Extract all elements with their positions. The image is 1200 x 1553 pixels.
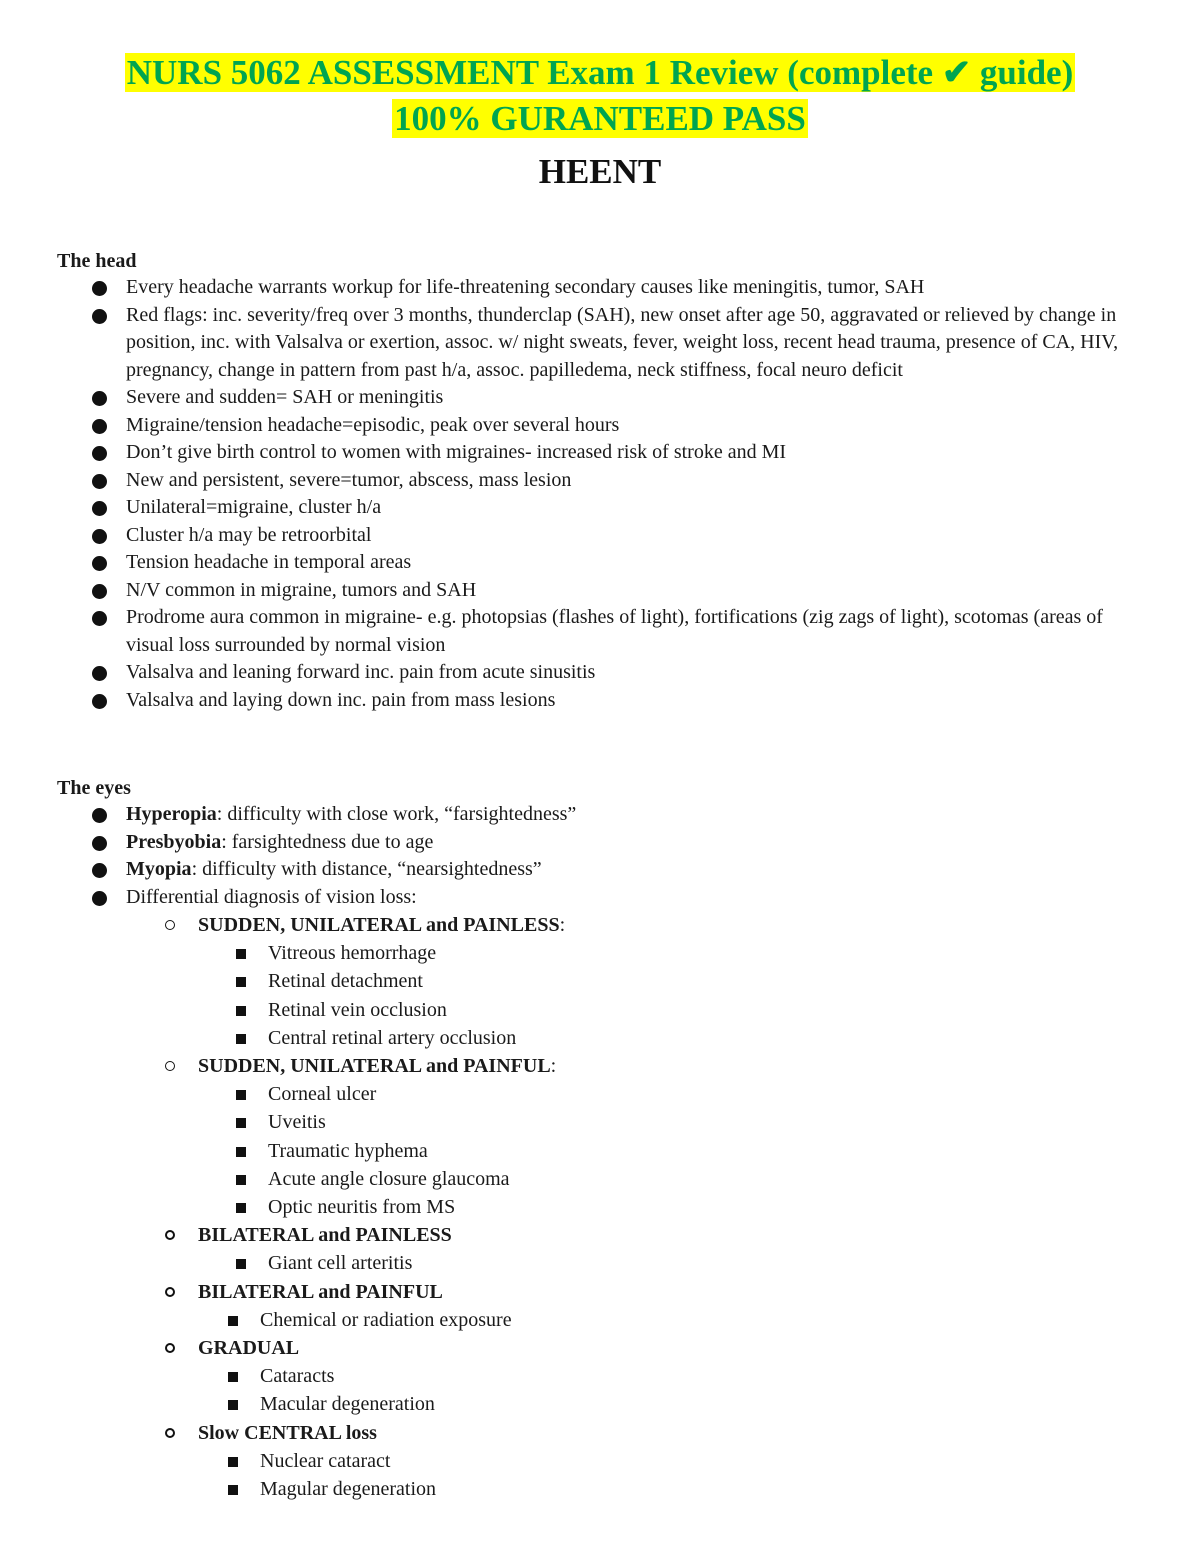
list-item: Nuclear cataract bbox=[226, 1447, 1130, 1475]
sublist bbox=[198, 1447, 1130, 1503]
head-bullet-list bbox=[90, 274, 1130, 714]
list-item: Macular degeneration bbox=[226, 1390, 1130, 1418]
list-item: Cataracts bbox=[226, 1362, 1130, 1390]
list-item: Uveitis bbox=[234, 1108, 1130, 1136]
circle-bullet-icon bbox=[165, 1343, 175, 1353]
list-item: Prodrome aura common in migraine- e.g. photopsias (flashes of light), fortifications (zig zags of light), scotomas (areas of visual loss surrounded by normal vision bbox=[90, 604, 1130, 659]
section-title-heent: HEENT bbox=[538, 152, 662, 191]
list-item: Vitreous hemorrhage bbox=[234, 939, 1130, 967]
bullet-icon bbox=[92, 446, 107, 461]
list-item: Unilateral=migraine, cluster h/a bbox=[90, 494, 1130, 522]
list-item: Don’t give birth control to women with migraines- increased risk of stroke and MI bbox=[90, 439, 1130, 467]
bullet-icon bbox=[92, 281, 107, 296]
bullet-icon bbox=[92, 808, 107, 823]
circle-bullet-icon bbox=[165, 1061, 175, 1071]
sublist bbox=[198, 1362, 1130, 1418]
list-item: Differential diagnosis of vision loss: SUDDEN, UNILATERAL and PAINLESS: Vitreous hemorrhage Retinal detachment Retinal vein occlusion Central retinal artery occlusion SUDDEN, UNILATERAL and PAINFUL: Corneal ulcer Uveitis Traumatic hyphema Acute angle closure glaucoma Optic neuritis from MS BILATERAL and PAINLESS Giant cell arteritis BILATERAL and PAINFUL Chemical or radiation exposure GRADUAL Cataracts Macular degeneration Slow CENTRAL loss Nuclear cataract Magular degeneration bbox=[90, 884, 1130, 1504]
circle-bullet-icon bbox=[165, 1230, 175, 1240]
bullet-icon bbox=[92, 836, 107, 851]
list-item: Slow CENTRAL loss Nuclear cataract Magular degeneration bbox=[162, 1419, 1130, 1504]
list-item: Acute angle closure glaucoma bbox=[234, 1165, 1130, 1193]
list-item: BILATERAL and PAINLESS Giant cell arteritis bbox=[162, 1221, 1130, 1277]
list-item: Red flags: inc. severity/freq over 3 months, thunderclap (SAH), new onset after age 50, aggravated or relieved by change in position, inc. with Valsalva or exertion, assoc. w/ night sweats, fever, weight loss, recent head trauma, presence of CA, HIV, pregnancy, change in pattern from past h/a, assoc. papilledema, neck stiffness, focal neuro deficit bbox=[90, 302, 1130, 385]
vision-loss-groups bbox=[126, 911, 1130, 1503]
list-item: Magular degeneration bbox=[226, 1475, 1130, 1503]
list-item: Severe and sudden= SAH or meningitis bbox=[90, 384, 1130, 412]
circle-bullet-icon bbox=[165, 1428, 175, 1438]
list-item: Retinal detachment bbox=[234, 967, 1130, 995]
bullet-icon bbox=[92, 863, 107, 878]
square-bullet-icon bbox=[236, 1034, 246, 1044]
square-bullet-icon bbox=[236, 1006, 246, 1016]
bullet-icon bbox=[92, 584, 107, 599]
list-item: GRADUAL Cataracts Macular degeneration bbox=[162, 1334, 1130, 1419]
heading-the-head: The head bbox=[57, 250, 137, 272]
square-bullet-icon bbox=[236, 1147, 246, 1157]
list-item: N/V common in migraine, tumors and SAH bbox=[90, 577, 1130, 605]
list-item: Valsalva and leaning forward inc. pain from acute sinusitis bbox=[90, 659, 1130, 687]
heading-the-eyes: The eyes bbox=[57, 777, 131, 799]
list-item: Cluster h/a may be retroorbital bbox=[90, 522, 1130, 550]
bullet-icon bbox=[92, 309, 107, 324]
list-item: Giant cell arteritis bbox=[234, 1249, 1130, 1277]
sublist bbox=[198, 939, 1130, 1052]
bullet-icon bbox=[92, 391, 107, 406]
list-item: BILATERAL and PAINFUL Chemical or radiation exposure bbox=[162, 1278, 1130, 1334]
list-item: SUDDEN, UNILATERAL and PAINLESS: Vitreous hemorrhage Retinal detachment Retinal vein occlusion Central retinal artery occlusion bbox=[162, 911, 1130, 1052]
bullet-icon bbox=[92, 611, 107, 626]
square-bullet-icon bbox=[228, 1485, 238, 1495]
square-bullet-icon bbox=[228, 1316, 238, 1326]
square-bullet-icon bbox=[236, 1259, 246, 1269]
list-item: Myopia: difficulty with distance, “nearsightedness” bbox=[90, 856, 1130, 884]
list-item: Every headache warrants workup for life-threatening secondary causes like meningitis, tumor, SAH bbox=[90, 274, 1130, 302]
list-item: Central retinal artery occlusion bbox=[234, 1024, 1130, 1052]
square-bullet-icon bbox=[236, 1090, 246, 1100]
square-bullet-icon bbox=[236, 949, 246, 959]
bullet-icon bbox=[92, 891, 107, 906]
list-item: Traumatic hyphema bbox=[234, 1137, 1130, 1165]
sublist bbox=[198, 1306, 1130, 1334]
list-item: Migraine/tension headache=episodic, peak over several hours bbox=[90, 412, 1130, 440]
bullet-icon bbox=[92, 501, 107, 516]
square-bullet-icon bbox=[236, 977, 246, 987]
circle-bullet-icon bbox=[165, 1287, 175, 1297]
square-bullet-icon bbox=[228, 1457, 238, 1467]
eyes-bullet-list bbox=[90, 801, 1130, 1503]
title-line-2: 100% GURANTEED PASS bbox=[394, 99, 806, 138]
bullet-icon bbox=[92, 694, 107, 709]
list-item: Corneal ulcer bbox=[234, 1080, 1130, 1108]
list-item: New and persistent, severe=tumor, abscess, mass lesion bbox=[90, 467, 1130, 495]
list-item: Retinal vein occlusion bbox=[234, 996, 1130, 1024]
square-bullet-icon bbox=[236, 1118, 246, 1128]
list-item: SUDDEN, UNILATERAL and PAINFUL: Corneal ulcer Uveitis Traumatic hyphema Acute angle closure glaucoma Optic neuritis from MS bbox=[162, 1052, 1130, 1221]
sublist bbox=[198, 1249, 1130, 1277]
title-line-1: NURS 5062 ASSESSMENT Exam 1 Review (complete ✔ guide) bbox=[126, 53, 1074, 92]
bullet-icon bbox=[92, 474, 107, 489]
sublist bbox=[198, 1080, 1130, 1221]
list-item: Valsalva and laying down inc. pain from mass lesions bbox=[90, 687, 1130, 715]
list-item: Optic neuritis from MS bbox=[234, 1193, 1130, 1221]
list-item: Presbyobia: farsightedness due to age bbox=[90, 829, 1130, 857]
list-item: Hyperopia: difficulty with close work, “farsightedness” bbox=[90, 801, 1130, 829]
circle-bullet-icon bbox=[165, 920, 175, 930]
square-bullet-icon bbox=[228, 1400, 238, 1410]
square-bullet-icon bbox=[228, 1372, 238, 1382]
bullet-icon bbox=[92, 419, 107, 434]
square-bullet-icon bbox=[236, 1175, 246, 1185]
list-item: Tension headache in temporal areas bbox=[90, 549, 1130, 577]
square-bullet-icon bbox=[236, 1203, 246, 1213]
bullet-icon bbox=[92, 666, 107, 681]
list-item: Chemical or radiation exposure bbox=[226, 1306, 1130, 1334]
bullet-icon bbox=[92, 529, 107, 544]
bullet-icon bbox=[92, 556, 107, 571]
document-title bbox=[0, 50, 1200, 142]
